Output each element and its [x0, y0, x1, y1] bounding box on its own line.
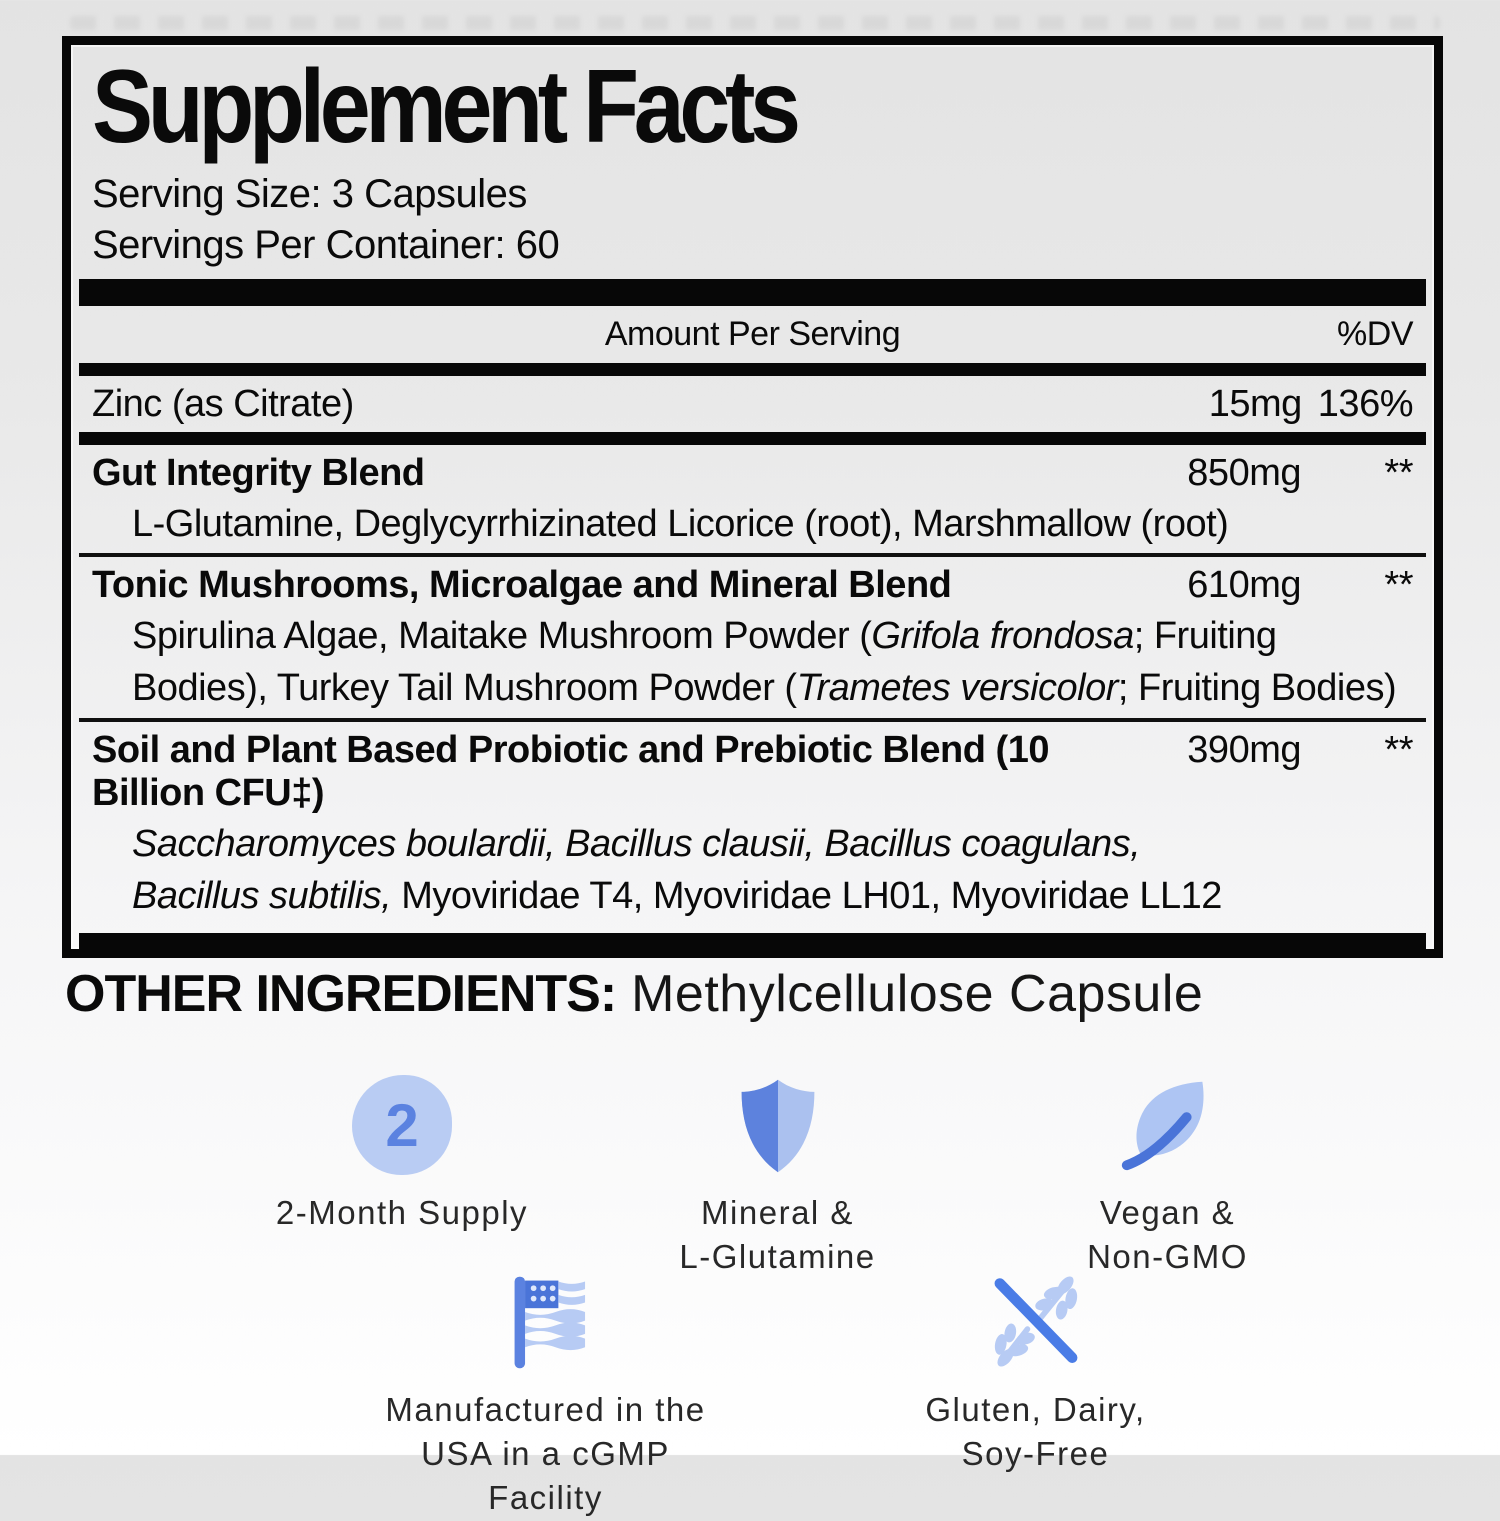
divider-medium-bar	[79, 363, 1426, 376]
amount-per-serving-header: Amount Per Serving	[604, 314, 901, 353]
badge-label: Non-GMO	[1087, 1238, 1248, 1276]
other-ingredients-value: Methylcellulose Capsule	[616, 965, 1204, 1023]
divider-medium-bar	[79, 432, 1426, 445]
blend-dv: **	[1384, 451, 1413, 494]
blend-amount: 610mg	[1187, 563, 1301, 606]
divider-thick-bar	[79, 279, 1426, 306]
blend-name: Gut Integrity Blend	[92, 451, 425, 494]
blend-sub-ingredients: Spirulina Algae, Maitake Mushroom Powder (Grifola frondosa; Fruiting	[132, 614, 1277, 657]
no-gluten-icon	[983, 1272, 1089, 1372]
badge-label: Soy-Free	[961, 1435, 1110, 1473]
servings-per-container: Servings Per Container: 60	[92, 222, 560, 267]
divider-thick-bar	[79, 933, 1426, 958]
ingredient-name: Zinc (as Citrate)	[92, 382, 354, 425]
badge-made-in-usa	[363, 1272, 728, 1521]
other-ingredients-label: OTHER INGREDIENTS:	[65, 965, 617, 1023]
badge-label: 2-Month Supply	[275, 1194, 529, 1231]
blend-amount: 850mg	[1187, 451, 1301, 494]
badge-label: USA in a cGMP Facility	[421, 1435, 670, 1517]
badge-vegan-non-gmo	[985, 1075, 1350, 1279]
blend-sub-ingredients: Bacillus subtilis, Myoviridae T4, Myoviridae LH01, Myoviridae LL12	[132, 875, 1222, 918]
panel-title: Supplement Facts	[92, 49, 796, 165]
badge-label: Gluten, Dairy,	[925, 1391, 1146, 1428]
blend-name: Soil and Plant Based Probiotic and Prebiotic Blend (10 Billion CFU‡)	[92, 728, 1049, 814]
badge-gluten-dairy-soy-free	[853, 1272, 1218, 1476]
table-row-probiotic-blend	[92, 722, 1413, 821]
badge-two-month-supply	[228, 1075, 576, 1235]
supplement-facts-panel	[62, 36, 1443, 958]
badge-label: Manufactured in the	[385, 1391, 706, 1428]
badge-mineral-glutamine	[595, 1075, 960, 1279]
blend-sub-ingredients: Bodies), Turkey Tail Mushroom Powder (Trametes versicolor; Fruiting Bodies)	[132, 667, 1397, 710]
two-month-circle-icon: 2	[352, 1075, 452, 1175]
leaf-icon	[1114, 1075, 1222, 1175]
other-ingredients-line	[65, 964, 1445, 1024]
cropped-text-artifact	[70, 16, 1440, 30]
blend-name: Tonic Mushrooms, Microalgae and Mineral Blend	[92, 563, 952, 606]
blend-sub-ingredients: Saccharomyces boulardii, Bacillus clausii, Bacillus coagulans,	[132, 822, 1141, 865]
table-row-tonic-mushrooms-blend	[92, 557, 1413, 613]
badge-label: Vegan &	[1099, 1194, 1236, 1231]
usa-flag-icon	[493, 1272, 599, 1372]
shield-icon	[736, 1075, 820, 1177]
blend-dv: **	[1384, 728, 1413, 771]
percent-dv-header: %DV	[1337, 314, 1413, 353]
table-row-zinc	[92, 376, 1413, 432]
ingredient-dv: 136%	[1317, 382, 1413, 425]
badge-label: L-Glutamine	[679, 1238, 876, 1276]
table-header-row	[92, 306, 1413, 363]
serving-size: Serving Size: 3 Capsules	[92, 172, 527, 216]
badge-label: Mineral &	[701, 1194, 854, 1231]
ingredient-amount: 15mg	[1208, 382, 1302, 425]
blend-sub-ingredients: L-Glutamine, Deglycyrrhizinated Licorice (root), Marshmallow (root)	[132, 502, 1229, 545]
blend-dv: **	[1384, 563, 1413, 606]
blend-amount: 390mg	[1187, 728, 1301, 771]
table-row-gut-integrity-blend	[92, 445, 1413, 501]
